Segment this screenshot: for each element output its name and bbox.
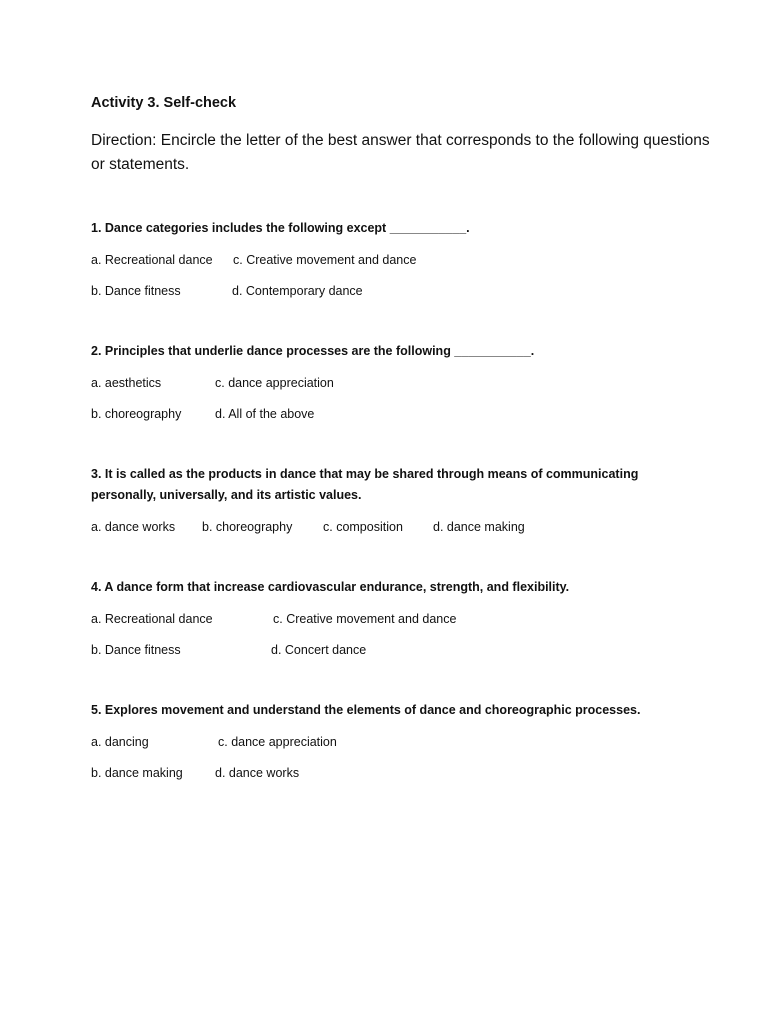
question-3-option-c[interactable]: c. composition <box>323 520 403 534</box>
question-4-option-c[interactable]: c. Creative movement and dance <box>273 612 457 626</box>
question-5-stem: 5. Explores movement and understand the elements of dance and choreographic processes. <box>91 703 641 717</box>
question-5-option-b[interactable]: b. dance making <box>91 766 183 780</box>
question-4-stem: 4. A dance form that increase cardiovascular endurance, strength, and flexibility. <box>91 580 570 594</box>
question-3-stem-line2: personally, universally, and its artistic values. <box>91 488 362 502</box>
question-4-option-a[interactable]: a. Recreational dance <box>91 612 213 626</box>
question-5-option-c[interactable]: c. dance appreciation <box>218 735 337 749</box>
question-3-option-b[interactable]: b. choreography <box>202 520 293 534</box>
question-3-stem-line1: 3. It is called as the products in dance that may be shared through means of communicating <box>91 467 639 481</box>
question-2-option-b[interactable]: b. choreography <box>91 407 182 421</box>
question-2-option-a[interactable]: a. aesthetics <box>91 376 162 390</box>
question-2-option-c[interactable]: c. dance appreciation <box>215 376 334 390</box>
question-1-stem: 1. Dance categories includes the following except ___________. <box>91 221 470 235</box>
question-1-option-b[interactable]: b. Dance fitness <box>91 284 181 298</box>
activity-title: Activity 3. Self-check <box>91 95 237 111</box>
direction-text: Direction: Encircle the letter of the best answer that corresponds to the following questions or statements. <box>91 132 710 173</box>
question-1-option-d[interactable]: d. Contemporary dance <box>232 284 363 298</box>
question-4-option-d[interactable]: d. Concert dance <box>271 643 367 657</box>
question-2-option-d[interactable]: d. All of the above <box>215 407 315 421</box>
question-5-option-d[interactable]: d. dance works <box>215 766 300 780</box>
question-1-option-c[interactable]: c. Creative movement and dance <box>233 253 417 267</box>
question-4-option-b[interactable]: b. Dance fitness <box>91 643 181 657</box>
question-2-stem: 2. Principles that underlie dance processes are the following ___________. <box>91 344 535 358</box>
question-5-option-a[interactable]: a. dancing <box>91 735 149 749</box>
question-3-option-d[interactable]: d. dance making <box>433 520 525 534</box>
question-1-option-a[interactable]: a. Recreational dance <box>91 253 213 267</box>
question-3-option-a[interactable]: a. dance works <box>91 520 176 534</box>
